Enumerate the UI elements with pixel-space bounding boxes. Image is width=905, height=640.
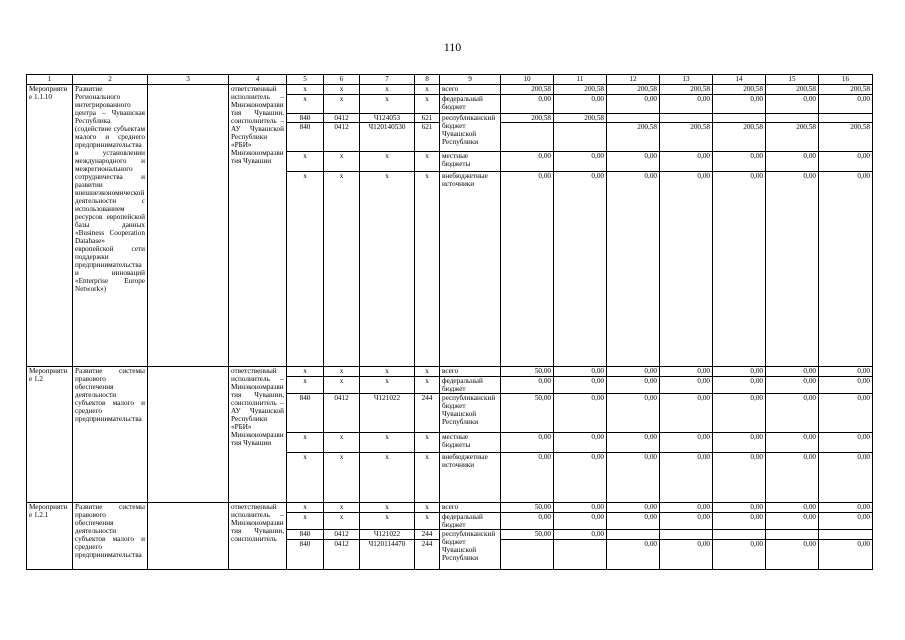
amount-cell: 200,58 [713,85,766,95]
amount-cell: 0,00 [607,513,660,530]
amount-cell: 0,00 [819,95,873,114]
col-header: 14 [713,75,766,85]
section-code-cell: 0412 [324,540,360,570]
page-number: 110 [443,40,462,54]
amount-cell: 0,00 [554,394,607,433]
funding-source-cell: местные бюджеты [440,433,501,453]
amount-cell: 0,00 [501,95,554,114]
amount-cell [607,530,660,540]
amount-cell: 0,00 [713,540,766,570]
measure-id-cell: Мероприятие 1.2 [27,367,73,503]
amount-cell: 0,00 [713,394,766,433]
amount-cell: 0,00 [607,95,660,114]
amount-cell: 0,00 [713,503,766,513]
amount-cell: 0,00 [766,513,819,530]
amount-cell: 200,58 [766,123,819,152]
amount-cell: 0,00 [607,433,660,453]
executor-cell: ответственный исполнитель – Минэкономразвития Чувашии, соисполнитель – АУ Чувашской Республики «РБИ» Минэкономразвития Чувашии [229,85,287,367]
amount-cell [501,123,554,152]
section-code-cell: 0412 [324,123,360,152]
amount-cell: 0,00 [660,433,713,453]
grbs-cell: x [287,513,324,530]
amount-cell: 0,00 [766,367,819,377]
amount-cell: 0,00 [660,540,713,570]
amount-cell: 0,00 [766,172,819,367]
target-article-cell: x [360,85,415,95]
amount-cell: 0,00 [607,367,660,377]
amount-cell: 0,00 [660,377,713,394]
amount-cell: 0,00 [501,513,554,530]
col-header: 13 [660,75,713,85]
amount-cell: 0,00 [607,377,660,394]
section-code-cell: x [324,503,360,513]
funding-source-cell: внебюджетные источники [440,453,501,503]
col-header: 15 [766,75,819,85]
table-row [27,85,873,95]
expense-type-cell: 621 [415,114,440,123]
measure-name-cell: Развитие системы правового обеспечения деятельности субъектов малого и среднего предпринимательства [73,367,148,503]
amount-cell [766,114,819,123]
amount-cell [607,114,660,123]
target-article-cell: Ч120114470 [360,540,415,570]
amount-cell: 0,00 [554,172,607,367]
col-header: 1 [27,75,73,85]
amount-cell: 0,00 [713,152,766,172]
section-code-cell: x [324,85,360,95]
amount-cell: 0,00 [607,503,660,513]
amount-cell: 0,00 [819,172,873,367]
amount-cell: 0,00 [819,540,873,570]
amount-cell: 0,00 [766,503,819,513]
amount-cell [501,540,554,570]
funding-source-cell: местные бюджеты [440,152,501,172]
grbs-cell: 840 [287,394,324,433]
amount-cell: 0,00 [660,367,713,377]
col-header: 7 [360,75,415,85]
target-article-cell: Ч120140530 [360,123,415,152]
amount-cell: 0,00 [660,394,713,433]
amount-cell [713,114,766,123]
target-article-cell: x [360,377,415,394]
funding-source-cell: республиканский бюджет Чувашской Республики [440,530,501,570]
amount-cell: 0,00 [607,453,660,503]
amount-cell: 200,58 [819,123,873,152]
amount-cell: 0,00 [660,95,713,114]
amount-cell [554,123,607,152]
section-code-cell: 0412 [324,394,360,433]
funding-source-cell: федеральный бюджет [440,377,501,394]
grbs-cell: x [287,377,324,394]
target-article-cell: x [360,95,415,114]
amount-cell: 0,00 [554,530,607,540]
expense-type-cell: x [415,503,440,513]
amount-cell: 0,00 [501,433,554,453]
amount-cell [660,114,713,123]
funding-source-cell: федеральный бюджет [440,95,501,114]
col-header: 2 [73,75,148,85]
expense-type-cell: x [415,85,440,95]
amount-cell [766,530,819,540]
amount-cell: 0,00 [766,394,819,433]
amount-cell [819,530,873,540]
amount-cell: 0,00 [713,433,766,453]
column-3-cell [148,85,229,367]
funding-source-cell: республиканский бюджет Чувашской Республики [440,114,501,152]
section-code-cell: x [324,152,360,172]
amount-cell: 0,00 [554,95,607,114]
grbs-cell: x [287,503,324,513]
target-article-cell: x [360,367,415,377]
target-article-cell: x [360,152,415,172]
executor-cell: ответственный исполнитель – Минэкономразвития Чувашии, соисполнитель [229,503,287,570]
expense-type-cell: x [415,152,440,172]
target-article-cell: Ч121022 [360,530,415,540]
amount-cell: 200,58 [766,85,819,95]
amount-cell: 0,00 [713,453,766,503]
funding-source-cell: федеральный бюджет [440,513,501,530]
expense-type-cell: 244 [415,540,440,570]
amount-cell: 0,00 [660,172,713,367]
funding-source-cell: внебюджетные источники [440,172,501,367]
amount-cell: 0,00 [660,503,713,513]
expense-type-cell: 244 [415,530,440,540]
amount-cell: 50,00 [501,394,554,433]
amount-cell: 0,00 [766,540,819,570]
amount-cell [660,530,713,540]
amount-cell: 50,00 [501,503,554,513]
grbs-cell: x [287,172,324,367]
header-row [27,75,873,85]
col-header: 10 [501,75,554,85]
col-header: 8 [415,75,440,85]
col-header: 4 [229,75,287,85]
target-article-cell: x [360,172,415,367]
grbs-cell: x [287,95,324,114]
amount-cell: 0,00 [501,152,554,172]
section-code-cell: x [324,513,360,530]
amount-cell: 0,00 [554,503,607,513]
amount-cell: 0,00 [819,152,873,172]
expense-type-cell: x [415,377,440,394]
target-article-cell: Ч121022 [360,394,415,433]
amount-cell: 0,00 [607,152,660,172]
target-article-cell: x [360,453,415,503]
amount-cell: 0,00 [819,453,873,503]
amount-cell: 50,00 [501,530,554,540]
section-code-cell: x [324,367,360,377]
amount-cell: 0,00 [607,540,660,570]
expense-type-cell: x [415,453,440,503]
expense-type-cell: x [415,95,440,114]
col-header: 5 [287,75,324,85]
amount-cell: 50,00 [501,367,554,377]
measure-name-cell: Развитие Регионального интегрированного центра – Чувашская Республика (содействие субъектам малого и среднего предпринимательства в установлении международного и межрегионального сотрудничества и развитии внешнеэкономической деятельности с использованием ресурсов европейской базы данных «Business Cooperation Database» европейской сети поддержки предпринимательства и инноваций «Enterprise Europe Network») [73,85,148,367]
grbs-cell: x [287,85,324,95]
measure-id-cell: Мероприятие 1.2.1 [27,503,73,570]
grbs-cell: x [287,152,324,172]
target-article-cell: x [360,513,415,530]
amount-cell: 0,00 [766,377,819,394]
column-3-cell [148,503,229,570]
funding-source-cell: всего [440,367,501,377]
amount-cell: 0,00 [554,513,607,530]
expense-type-cell: x [415,513,440,530]
grbs-cell: 840 [287,114,324,123]
col-header: 16 [819,75,873,85]
amount-cell: 0,00 [819,394,873,433]
amount-cell: 0,00 [660,453,713,503]
amount-cell: 0,00 [501,172,554,367]
amount-cell: 200,58 [660,85,713,95]
amount-cell: 0,00 [713,95,766,114]
amount-cell: 0,00 [554,377,607,394]
target-article-cell: x [360,433,415,453]
amount-cell: 0,00 [713,367,766,377]
target-article-cell: Ч124053 [360,114,415,123]
amount-cell: 0,00 [554,367,607,377]
amount-cell: 0,00 [554,453,607,503]
target-article-cell: x [360,503,415,513]
amount-cell: 0,00 [819,367,873,377]
column-3-cell [148,367,229,503]
amount-cell: 200,58 [607,85,660,95]
amount-cell: 0,00 [713,172,766,367]
amount-cell: 0,00 [766,453,819,503]
executor-cell: ответственный исполнитель – Минэкономразвития Чувашии, соисполнитель – АУ Чувашской Республики «РБИ» Минэкономразвития Чувашии [229,367,287,503]
amount-cell: 200,58 [554,85,607,95]
col-header: 3 [148,75,229,85]
amount-cell: 0,00 [766,433,819,453]
table-row [27,367,873,377]
section-code-cell: x [324,453,360,503]
expense-type-cell: x [415,367,440,377]
col-header: 6 [324,75,360,85]
budget-table [26,74,873,570]
section-code-cell: x [324,433,360,453]
amount-cell: 0,00 [660,513,713,530]
amount-cell: 0,00 [819,513,873,530]
funding-source-cell: всего [440,503,501,513]
amount-cell: 0,00 [819,377,873,394]
amount-cell: 0,00 [766,95,819,114]
grbs-cell: x [287,453,324,503]
amount-cell: 0,00 [766,152,819,172]
expense-type-cell: 621 [415,123,440,152]
col-header: 12 [607,75,660,85]
amount-cell: 200,58 [660,123,713,152]
amount-cell: 200,58 [501,114,554,123]
amount-cell: 0,00 [713,377,766,394]
measure-name-cell: Развитие системы правового обеспечения деятельности субъектов малого и среднего предпринимательства [73,503,148,570]
amount-cell: 0,00 [501,377,554,394]
expense-type-cell: 244 [415,394,440,433]
amount-cell: 0,00 [501,453,554,503]
amount-cell: 0,00 [660,152,713,172]
section-code-cell: 0412 [324,530,360,540]
measure-id-cell: Мероприятие 1.1.10 [27,85,73,367]
grbs-cell: 840 [287,123,324,152]
grbs-cell: 840 [287,540,324,570]
amount-cell: 0,00 [607,394,660,433]
section-code-cell: 0412 [324,114,360,123]
amount-cell [554,540,607,570]
amount-cell: 200,58 [554,114,607,123]
expense-type-cell: x [415,172,440,367]
col-header: 11 [554,75,607,85]
grbs-cell: 840 [287,530,324,540]
amount-cell [713,530,766,540]
amount-cell: 0,00 [554,433,607,453]
section-code-cell: x [324,377,360,394]
amount-cell: 200,58 [819,85,873,95]
amount-cell: 0,00 [607,172,660,367]
expense-type-cell: x [415,433,440,453]
grbs-cell: x [287,367,324,377]
grbs-cell: x [287,433,324,453]
amount-cell: 0,00 [819,433,873,453]
table-row [27,503,873,513]
amount-cell: 0,00 [713,513,766,530]
funding-source-cell: республиканский бюджет Чувашской Республики [440,394,501,433]
section-code-cell: x [324,172,360,367]
amount-cell: 200,58 [501,85,554,95]
amount-cell: 0,00 [554,152,607,172]
funding-source-cell: всего [440,85,501,95]
amount-cell [819,114,873,123]
amount-cell: 200,58 [713,123,766,152]
col-header: 9 [440,75,501,85]
amount-cell: 0,00 [819,503,873,513]
section-code-cell: x [324,95,360,114]
amount-cell: 200,58 [607,123,660,152]
